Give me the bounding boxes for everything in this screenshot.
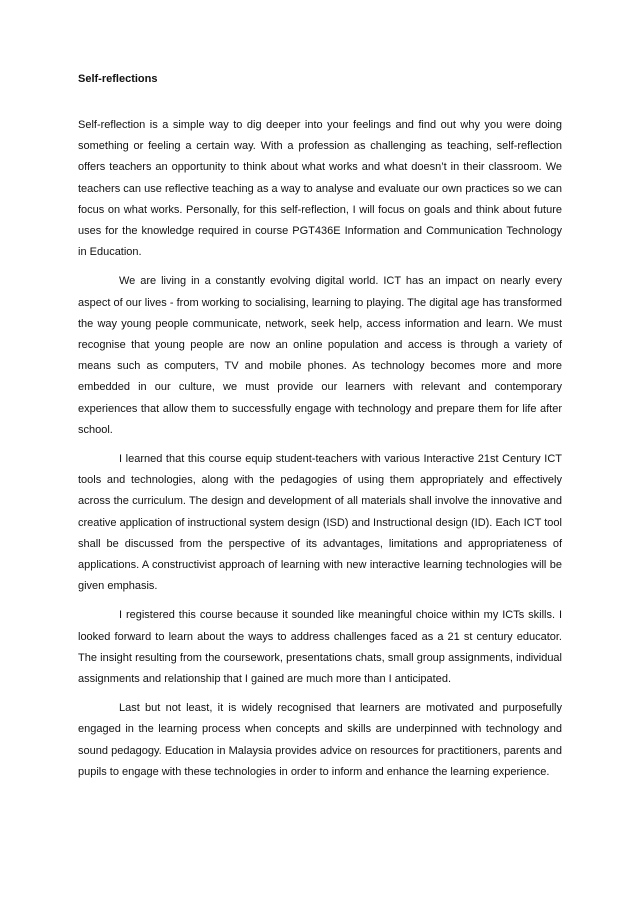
document-title: Self-reflections <box>78 73 158 85</box>
paragraph-course-learning: I learned that this course equip student-teachers with various Interactive 21st Century ICT tools and technologies, along with the pedagogies of using them appropriately and effectively across the curriculum. The design and development of all materials shall involve the innovative and creative application of instructional system design (ISD) and Instructional design (ID). Each ICT tool shall be discussed from the perspective of its advantages, limitations and appropriateness of applications. A constructivist approach of learning with new interactive learning technologies will be given emphasis. <box>78 453 562 593</box>
paragraph-intro: Self-reflection is a simple way to dig deeper into your feelings and find out why you were doing something or feeling a certain way. With a profession as challenging as teaching, self-reflection offers teachers an opportunity to think about what works and what doesn’t in their classroom. We teachers can use reflective teaching as a way to analyse and evaluate our own practices so we can focus on what works. Personally, for this self-reflection, I will focus on goals and think about future uses for the knowledge required in course PGT436E Information and Communication Technology in Education. <box>78 119 562 259</box>
paragraph-conclusion: Last but not least, it is widely recognised that learners are motivated and purposefully engaged in the learning process when concepts and skills are underpinned with technology and sound pedagogy. Education in Malaysia provides advice on resources for practitioners, parents and pupils to engage with these technologies in order to inform and enhance the learning experience. <box>78 702 562 778</box>
paragraph-digital-world: We are living in a constantly evolving digital world. ICT has an impact on nearly every aspect of our lives - from working to socialising, learning to playing. The digital age has transformed the way young people communicate, network, seek help, access information and learn. We must recognise that young people are now an online population and access is through a variety of means such as computers, TV and mobile phones. As technology becomes more and more embedded in our culture, we must provide our learners with relevant and contemporary experiences that allow them to successfully engage with technology and prepare them for life after school. <box>78 275 562 436</box>
paragraph-registration: I registered this course because it sounded like meaningful choice within my ICTs skills. I looked forward to learn about the ways to address challenges faced as a 21 st century educator. The insight resulting from the coursework, presentations chats, small group assignments, individual assignments and relationship that I gained are much more than I anticipated. <box>78 609 562 686</box>
document-page <box>78 70 562 791</box>
